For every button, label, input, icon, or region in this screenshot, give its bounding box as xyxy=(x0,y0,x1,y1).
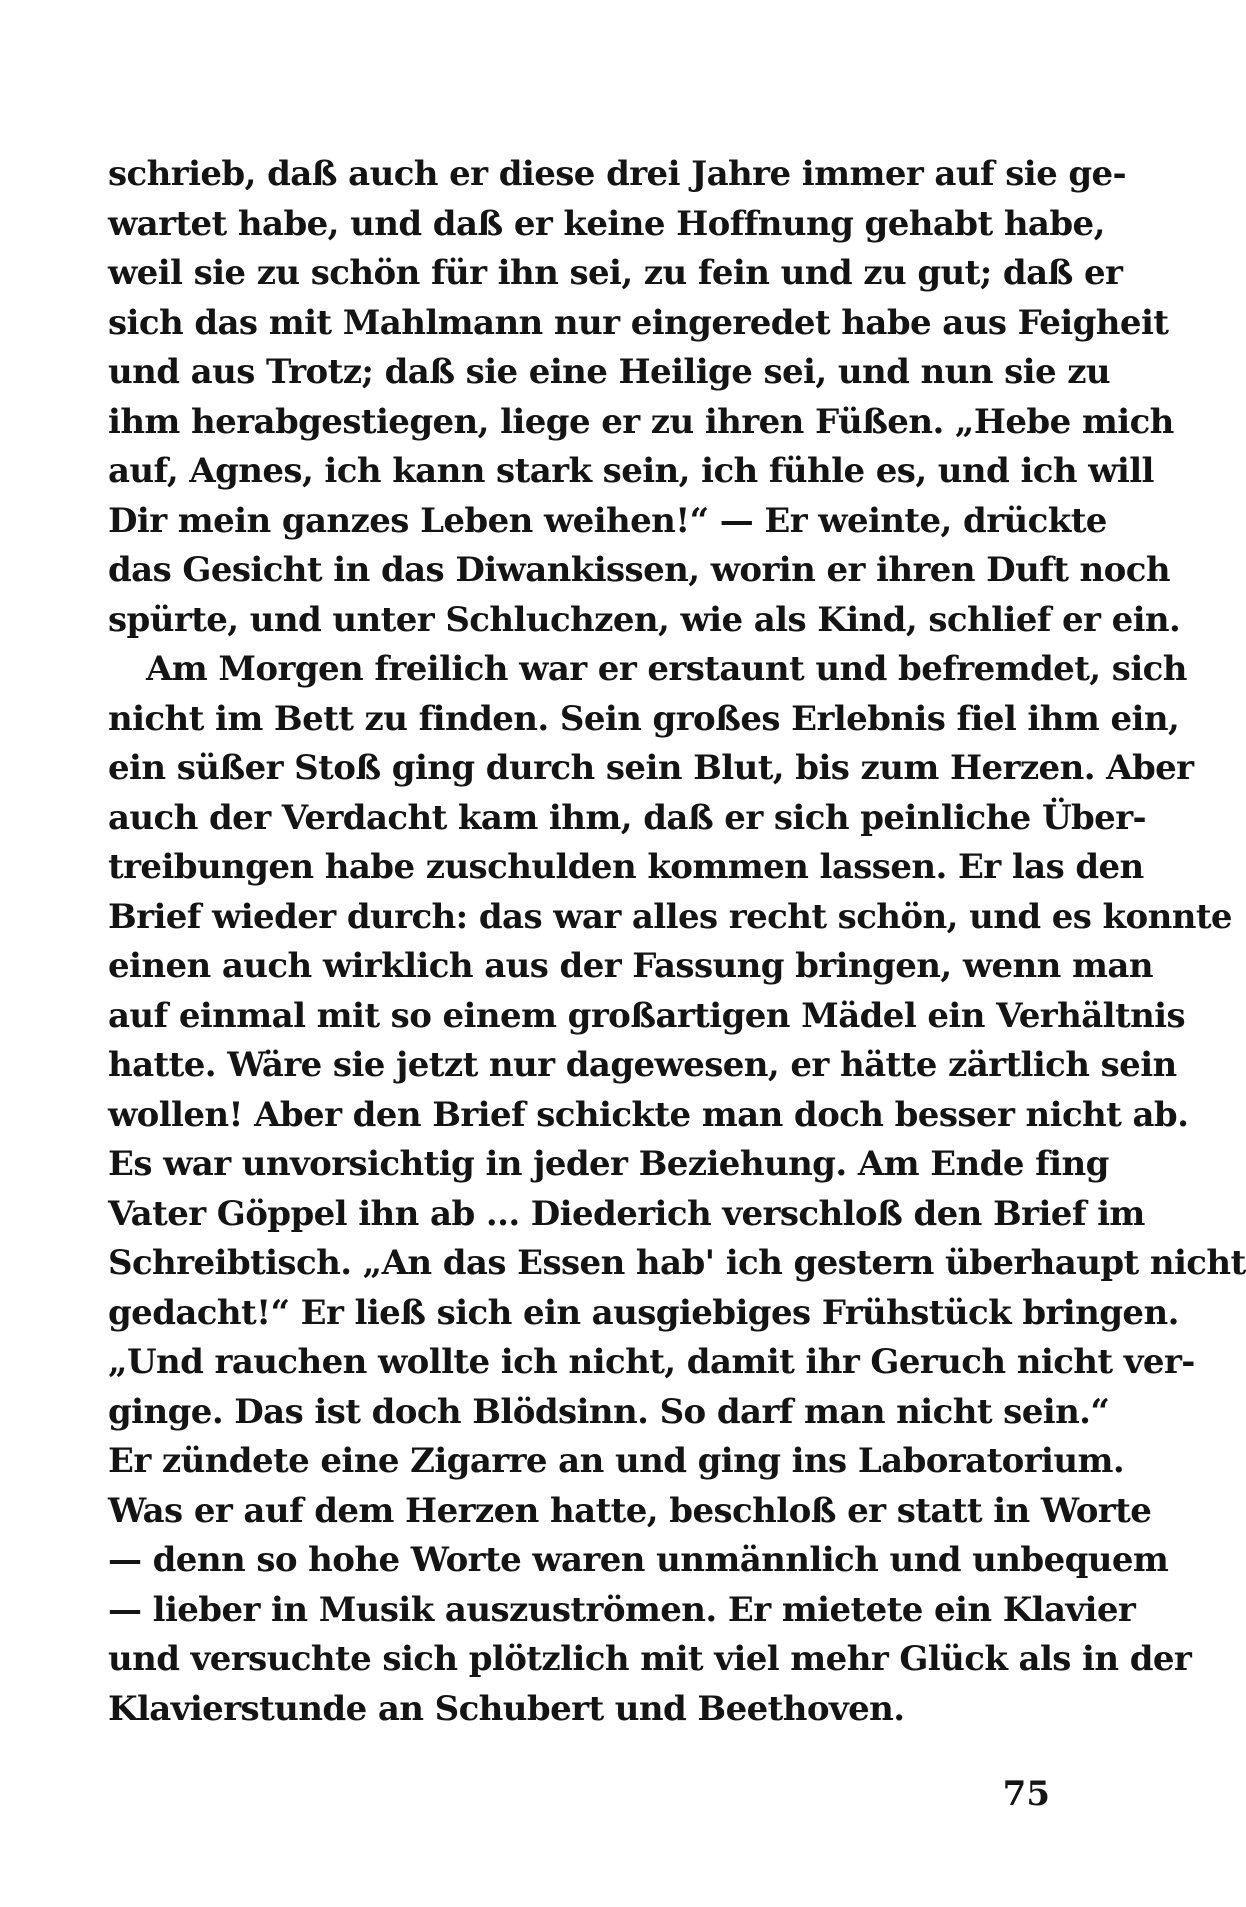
text-line: einen auch wirklich aus der Fassung bringen, wenn man xyxy=(108,946,1153,986)
text-line: — lieber in Musik auszuströmen. Er mietete ein Klavier xyxy=(108,1589,1136,1630)
text-line: Brief wieder durch: das war alles recht schön, und es konnte xyxy=(108,896,1232,937)
text-line: auf einmal mit so einem großartigen Mädel ein Verhältnis xyxy=(108,995,1186,1036)
text-line: Am Morgen freilich war er erstaunt und befremdet, sich xyxy=(146,649,1187,689)
text-line: Schreibtisch. „An das Essen hab' ich gestern überhaupt nicht xyxy=(108,1243,1246,1283)
text-line: Klavierstunde an Schubert und Beethoven. xyxy=(108,1688,905,1729)
text-line: gedacht!“ Er ließ sich ein ausgiebiges Frühstück bringen. xyxy=(108,1292,1179,1333)
text-line: Dir mein ganzes Leben weihen!“ — Er weinte, drückte xyxy=(108,500,1107,541)
text-line: auf, Agnes, ich kann stark sein, ich fühle es, und ich will xyxy=(108,451,1154,491)
text-line: „Und rauchen wollte ich nicht, damit ihr Geruch nicht ver- xyxy=(108,1342,1195,1382)
text-line: spürte, und unter Schluchzen, wie als Kind, schlief er ein. xyxy=(108,599,1181,640)
text-line: nicht im Bett zu finden. Sein großes Erlebnis fiel ihm ein, xyxy=(108,698,1180,739)
page-number: 75 xyxy=(1002,1774,1050,1814)
text-line: wartet habe, und daß er keine Hoffnung gehabt habe, xyxy=(108,203,1105,244)
text-line: — denn so hohe Worte waren unmännlich und unbequem xyxy=(108,1540,1169,1580)
text-line: wollen! Aber den Brief schickte man doch besser nicht ab. xyxy=(108,1094,1189,1135)
text-line: sich das mit Mahlmann nur eingeredet habe aus Feigheit xyxy=(108,302,1169,343)
text-line: ginge. Das ist doch Blödsinn. So darf man nicht sein.“ xyxy=(108,1391,1110,1432)
text-line: und aus Trotz; daß sie eine Heilige sei, und nun sie zu xyxy=(108,352,1111,392)
body-text xyxy=(108,150,1246,1734)
text-line: Vater Göppel ihn ab ... Diederich verschloß den Brief im xyxy=(108,1193,1145,1234)
text-line: hatte. Wäre sie jetzt nur dagewesen, er hätte zärtlich sein xyxy=(108,1045,1177,1085)
text-line: Was er auf dem Herzen hatte, beschloß er statt in Worte xyxy=(108,1490,1152,1531)
text-line: und versuchte sich plötzlich mit viel mehr Glück als in der xyxy=(108,1639,1192,1679)
text-line: Er zündete eine Zigarre an und ging ins Laboratorium. xyxy=(108,1441,1125,1481)
text-line: treibungen habe zuschulden kommen lassen. Er las den xyxy=(108,847,1144,887)
text-line: schrieb, daß auch er diese drei Jahre immer auf sie ge- xyxy=(108,154,1127,194)
text-line: Es war unvorsichtig in jeder Beziehung. Am Ende fing xyxy=(108,1144,1109,1184)
text-line: das Gesicht in das Diwankissen, worin er ihren Duft noch xyxy=(108,550,1170,590)
text-line: auch der Verdacht kam ihm, daß er sich peinliche Über- xyxy=(108,797,1147,838)
text-line: weil sie zu schön für ihn sei, zu fein und zu gut; daß er xyxy=(108,253,1123,293)
text-line: ihm herabgestiegen, liege er zu ihren Füßen. „Hebe mich xyxy=(108,401,1174,442)
text-line: ein süßer Stoß ging durch sein Blut, bis zum Herzen. Aber xyxy=(108,748,1194,788)
